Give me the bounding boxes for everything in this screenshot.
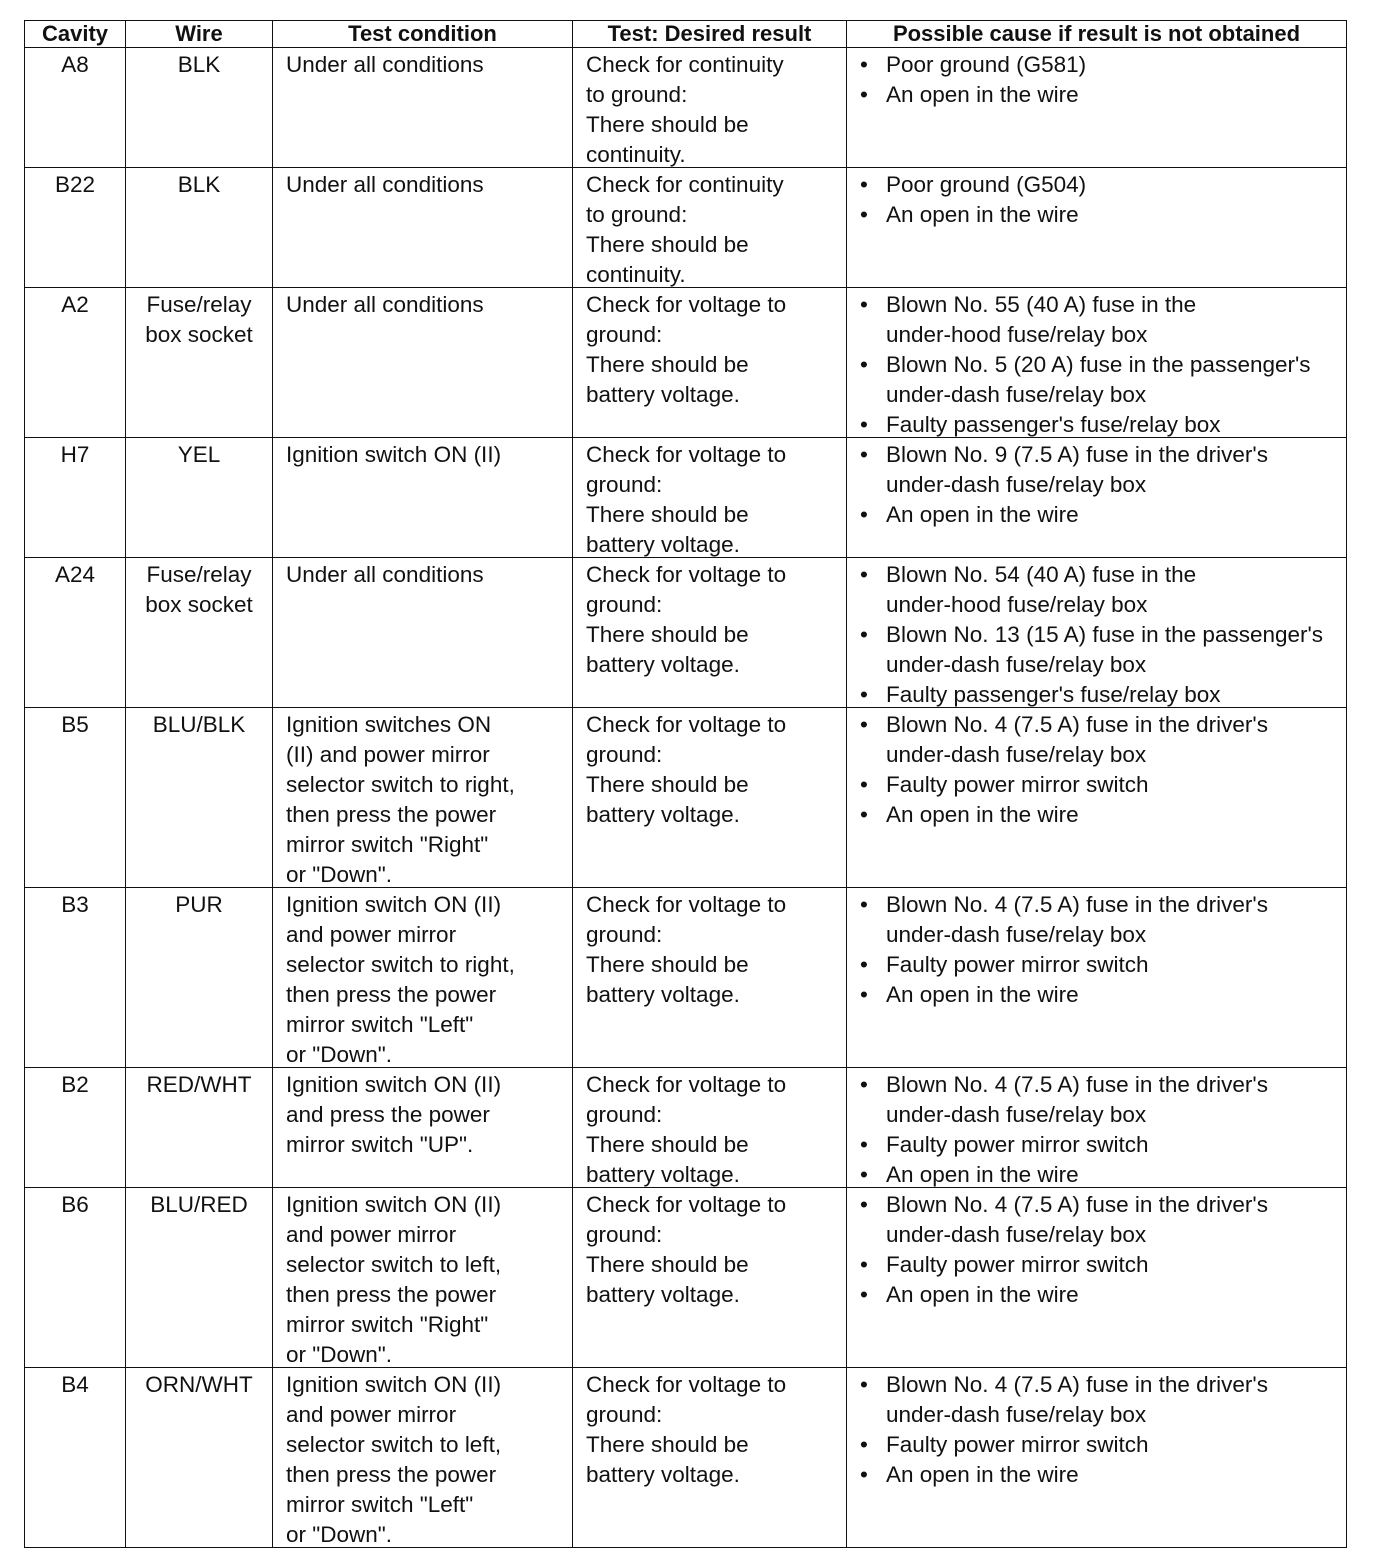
- text-line: There should be: [586, 352, 749, 377]
- text-line: There should be: [586, 502, 749, 527]
- text-line: Check for voltage to: [586, 562, 787, 587]
- text-line: Ignition switches ON: [286, 712, 492, 737]
- bullet-icon: •: [860, 1132, 868, 1157]
- header-cavity: Cavity: [25, 21, 126, 48]
- text-line: H7: [60, 442, 90, 467]
- table-row: [25, 558, 1347, 708]
- text-line: Ignition switch ON (II): [286, 442, 502, 467]
- text-line: A2: [61, 292, 89, 317]
- cavity-cell: [25, 48, 126, 168]
- desired-result-cell: [573, 1188, 847, 1368]
- text-line: B2: [61, 1072, 89, 1097]
- cavity-cell: [25, 708, 126, 888]
- possible-cause-cell: [847, 438, 1347, 558]
- text-line: BLU/RED: [150, 1192, 248, 1217]
- desired-result-cell: [573, 888, 847, 1068]
- text-line: ground:: [586, 472, 663, 497]
- cause-list-item: [860, 1190, 1338, 1250]
- text-line: Check for voltage to: [586, 1192, 787, 1217]
- troubleshooting-table: [24, 20, 1347, 1548]
- cavity-cell: [25, 1188, 126, 1368]
- test-condition-cell: [273, 438, 573, 558]
- text-line: Under all conditions: [286, 172, 484, 197]
- test-condition-cell: [273, 558, 573, 708]
- table-row: [25, 288, 1347, 438]
- text-line: Faulty power mirror switch: [886, 772, 1149, 797]
- cause-list-item: [860, 50, 1338, 80]
- cause-list-item: [860, 500, 1338, 530]
- desired-result-cell: [573, 1068, 847, 1188]
- wire-cell: [126, 438, 273, 558]
- possible-cause-cell: [847, 1368, 1347, 1548]
- text-line: selector switch to left,: [286, 1432, 502, 1457]
- text-line: Blown No. 13 (15 A) fuse in the passenger's: [886, 622, 1324, 647]
- desired-result-cell: [573, 438, 847, 558]
- bullet-icon: •: [860, 172, 868, 197]
- wire-cell: [126, 1368, 273, 1548]
- text-line: Check for voltage to: [586, 292, 787, 317]
- text-line: under-dash fuse/relay box: [886, 742, 1147, 767]
- text-line: battery voltage.: [586, 802, 740, 827]
- text-line: BLK: [177, 172, 221, 197]
- text-line: ground:: [586, 592, 663, 617]
- text-line: Fuse/relay: [146, 292, 252, 317]
- text-line: Blown No. 4 (7.5 A) fuse in the driver's: [886, 1372, 1268, 1397]
- cause-list-item: [860, 770, 1338, 800]
- text-line: to ground:: [586, 202, 688, 227]
- text-line: Blown No. 9 (7.5 A) fuse in the driver's: [886, 442, 1268, 467]
- test-condition-cell: [273, 168, 573, 288]
- text-line: Ignition switch ON (II): [286, 1372, 502, 1397]
- text-line: ground:: [586, 1222, 663, 1247]
- bullet-icon: •: [860, 1462, 868, 1487]
- text-line: mirror switch "UP".: [286, 1132, 474, 1157]
- text-line: battery voltage.: [586, 982, 740, 1007]
- bullet-icon: •: [860, 1372, 868, 1397]
- text-line: and power mirror: [286, 1222, 457, 1247]
- text-line: There should be: [586, 772, 749, 797]
- cause-list-item: [860, 620, 1338, 680]
- text-line: A24: [54, 562, 96, 587]
- wire-cell: [126, 168, 273, 288]
- bullet-icon: •: [860, 1282, 868, 1307]
- text-line: BLK: [177, 52, 221, 77]
- text-line: box socket: [145, 322, 253, 347]
- header-desired-result: Test: Desired result: [573, 21, 847, 48]
- header-row: [25, 21, 1347, 48]
- text-line: B3: [61, 892, 89, 917]
- cause-list-item: [860, 440, 1338, 500]
- wire-cell: [126, 48, 273, 168]
- text-line: An open in the wire: [886, 802, 1079, 827]
- test-condition-cell: [273, 48, 573, 168]
- text-line: then press the power: [286, 1462, 497, 1487]
- cause-list-item: [860, 980, 1338, 1010]
- table-row: [25, 48, 1347, 168]
- wire-cell: [126, 1068, 273, 1188]
- text-line: B5: [61, 712, 89, 737]
- text-line: box socket: [145, 592, 253, 617]
- text-line: mirror switch "Right": [286, 832, 489, 857]
- text-line: There should be: [586, 1132, 749, 1157]
- header-wire: Wire: [126, 21, 273, 48]
- text-line: Check for continuity: [586, 172, 784, 197]
- bullet-icon: •: [860, 352, 868, 377]
- text-line: Blown No. 5 (20 A) fuse in the passenger's: [886, 352, 1311, 377]
- text-line: selector switch to right,: [286, 952, 515, 977]
- text-line: Check for voltage to: [586, 442, 787, 467]
- text-line: (II) and power mirror: [286, 742, 490, 767]
- table-row: [25, 1188, 1347, 1368]
- bullet-icon: •: [860, 952, 868, 977]
- cavity-cell: [25, 288, 126, 438]
- desired-result-cell: [573, 168, 847, 288]
- possible-cause-cell: [847, 288, 1347, 438]
- text-line: An open in the wire: [886, 982, 1079, 1007]
- text-line: selector switch to right,: [286, 772, 515, 797]
- possible-cause-cell: [847, 558, 1347, 708]
- possible-cause-cell: [847, 168, 1347, 288]
- table-row: [25, 708, 1347, 888]
- table-row: [25, 1368, 1347, 1548]
- text-line: An open in the wire: [886, 502, 1079, 527]
- header-possible-cause: Possible cause if result is not obtained: [847, 21, 1347, 48]
- cause-list-item: [860, 200, 1338, 230]
- text-line: then press the power: [286, 982, 497, 1007]
- text-line: Ignition switch ON (II): [286, 1072, 502, 1097]
- text-line: YEL: [177, 442, 221, 467]
- bullet-icon: •: [860, 1432, 868, 1457]
- text-line: Blown No. 4 (7.5 A) fuse in the driver's: [886, 1072, 1268, 1097]
- possible-cause-cell: [847, 48, 1347, 168]
- header-test-condition: Test condition: [273, 21, 573, 48]
- text-line: ground:: [586, 922, 663, 947]
- bullet-icon: •: [860, 892, 868, 917]
- possible-cause-cell: [847, 708, 1347, 888]
- text-line: mirror switch "Right": [286, 1312, 489, 1337]
- cavity-cell: [25, 438, 126, 558]
- bullet-icon: •: [860, 982, 868, 1007]
- text-line: under-dash fuse/relay box: [886, 1402, 1147, 1427]
- text-line: Fuse/relay: [146, 562, 252, 587]
- text-line: under-dash fuse/relay box: [886, 472, 1147, 497]
- test-condition-cell: [273, 708, 573, 888]
- cause-list-item: [860, 1280, 1338, 1310]
- text-line: Blown No. 4 (7.5 A) fuse in the driver's: [886, 1192, 1268, 1217]
- cause-list-item: [860, 560, 1338, 620]
- cause-list-item: [860, 890, 1338, 950]
- text-line: under-dash fuse/relay box: [886, 652, 1147, 677]
- desired-result-cell: [573, 558, 847, 708]
- bullet-icon: •: [860, 1252, 868, 1277]
- text-line: B4: [61, 1372, 89, 1397]
- text-line: Check for voltage to: [586, 1072, 787, 1097]
- text-line: RED/WHT: [146, 1072, 252, 1097]
- text-line: battery voltage.: [586, 1162, 740, 1187]
- text-line: then press the power: [286, 802, 497, 827]
- text-line: An open in the wire: [886, 202, 1079, 227]
- cause-list-item: [860, 1130, 1338, 1160]
- desired-result-cell: [573, 708, 847, 888]
- wire-cell: [126, 888, 273, 1068]
- text-line: An open in the wire: [886, 1462, 1079, 1487]
- possible-cause-cell: [847, 1188, 1347, 1368]
- cause-list-item: [860, 950, 1338, 980]
- text-line: An open in the wire: [886, 1162, 1079, 1187]
- bullet-icon: •: [860, 562, 868, 587]
- cause-list-item: [860, 1370, 1338, 1430]
- text-line: under-dash fuse/relay box: [886, 922, 1147, 947]
- test-condition-cell: [273, 288, 573, 438]
- desired-result-cell: [573, 48, 847, 168]
- text-line: B6: [61, 1192, 89, 1217]
- text-line: ORN/WHT: [145, 1372, 253, 1397]
- text-line: PUR: [175, 892, 223, 917]
- cause-list-item: [860, 170, 1338, 200]
- wire-cell: [126, 558, 273, 708]
- text-line: A8: [61, 52, 89, 77]
- bullet-icon: •: [860, 1162, 868, 1187]
- text-line: Faulty power mirror switch: [886, 1132, 1149, 1157]
- cavity-cell: [25, 1368, 126, 1548]
- cause-list-item: [860, 1430, 1338, 1460]
- bullet-icon: •: [860, 712, 868, 737]
- text-line: under-hood fuse/relay box: [886, 322, 1148, 347]
- bullet-icon: •: [860, 412, 868, 437]
- bullet-icon: •: [860, 82, 868, 107]
- text-line: Blown No. 54 (40 A) fuse in the: [886, 562, 1197, 587]
- text-line: continuity.: [586, 262, 686, 287]
- text-line: An open in the wire: [886, 82, 1079, 107]
- text-line: or "Down".: [286, 1042, 393, 1067]
- wire-cell: [126, 708, 273, 888]
- text-line: Faulty passenger's fuse/relay box: [886, 412, 1221, 437]
- text-line: selector switch to left,: [286, 1252, 502, 1277]
- test-condition-cell: [273, 1188, 573, 1368]
- text-line: Faulty power mirror switch: [886, 1252, 1149, 1277]
- bullet-icon: •: [860, 772, 868, 797]
- text-line: ground:: [586, 1402, 663, 1427]
- cavity-cell: [25, 1068, 126, 1188]
- test-condition-cell: [273, 1068, 573, 1188]
- text-line: Poor ground (G504): [886, 172, 1087, 197]
- text-line: or "Down".: [286, 862, 393, 887]
- text-line: mirror switch "Left": [286, 1012, 474, 1037]
- text-line: or "Down".: [286, 1522, 393, 1547]
- text-line: mirror switch "Left": [286, 1492, 474, 1517]
- text-line: Check for voltage to: [586, 892, 787, 917]
- cause-list-item: [860, 1070, 1338, 1130]
- cause-list-item: [860, 1160, 1338, 1188]
- bullet-icon: •: [860, 802, 868, 827]
- text-line: battery voltage.: [586, 1282, 740, 1307]
- text-line: or "Down".: [286, 1342, 393, 1367]
- text-line: BLU/BLK: [152, 712, 246, 737]
- test-condition-cell: [273, 1368, 573, 1548]
- bullet-icon: •: [860, 292, 868, 317]
- text-line: Faulty power mirror switch: [886, 1432, 1149, 1457]
- bullet-icon: •: [860, 52, 868, 77]
- wire-cell: [126, 288, 273, 438]
- text-line: Poor ground (G581): [886, 52, 1087, 77]
- text-line: continuity.: [586, 142, 686, 167]
- cause-list-item: [860, 80, 1338, 110]
- text-line: ground:: [586, 742, 663, 767]
- bullet-icon: •: [860, 442, 868, 467]
- text-line: There should be: [586, 112, 749, 137]
- bullet-icon: •: [860, 622, 868, 647]
- text-line: under-hood fuse/relay box: [886, 592, 1148, 617]
- text-line: There should be: [586, 622, 749, 647]
- bullet-icon: •: [860, 682, 868, 707]
- text-line: There should be: [586, 232, 749, 257]
- text-line: ground:: [586, 1102, 663, 1127]
- text-line: ground:: [586, 322, 663, 347]
- text-line: Ignition switch ON (II): [286, 1192, 502, 1217]
- text-line: There should be: [586, 1252, 749, 1277]
- cavity-cell: [25, 888, 126, 1068]
- text-line: to ground:: [586, 82, 688, 107]
- text-line: Faulty passenger's fuse/relay box: [886, 682, 1221, 707]
- cavity-cell: [25, 168, 126, 288]
- text-line: Under all conditions: [286, 292, 484, 317]
- cause-list-item: [860, 800, 1338, 830]
- text-line: An open in the wire: [886, 1282, 1079, 1307]
- text-line: There should be: [586, 952, 749, 977]
- text-line: battery voltage.: [586, 1462, 740, 1487]
- test-condition-cell: [273, 888, 573, 1068]
- cavity-cell: [25, 558, 126, 708]
- text-line: battery voltage.: [586, 382, 740, 407]
- text-line: battery voltage.: [586, 532, 740, 557]
- possible-cause-cell: [847, 888, 1347, 1068]
- cause-list-item: [860, 1460, 1338, 1490]
- table-row: [25, 1068, 1347, 1188]
- bullet-icon: •: [860, 1072, 868, 1097]
- text-line: under-dash fuse/relay box: [886, 1102, 1147, 1127]
- text-line: Under all conditions: [286, 52, 484, 77]
- desired-result-cell: [573, 288, 847, 438]
- bullet-icon: •: [860, 1192, 868, 1217]
- text-line: under-dash fuse/relay box: [886, 1222, 1147, 1247]
- cause-list-item: [860, 350, 1338, 410]
- text-line: Check for voltage to: [586, 1372, 787, 1397]
- text-line: Under all conditions: [286, 562, 484, 587]
- bullet-icon: •: [860, 502, 868, 527]
- text-line: Blown No. 4 (7.5 A) fuse in the driver's: [886, 892, 1268, 917]
- text-line: Faulty power mirror switch: [886, 952, 1149, 977]
- text-line: and press the power: [286, 1102, 490, 1127]
- cause-list-item: [860, 680, 1338, 708]
- bullet-icon: •: [860, 202, 868, 227]
- cause-list-item: [860, 710, 1338, 770]
- text-line: under-dash fuse/relay box: [886, 382, 1147, 407]
- table-row: [25, 168, 1347, 288]
- cause-list-item: [860, 290, 1338, 350]
- text-line: There should be: [586, 1432, 749, 1457]
- desired-result-cell: [573, 1368, 847, 1548]
- text-line: Ignition switch ON (II): [286, 892, 502, 917]
- text-line: Check for voltage to: [586, 712, 787, 737]
- text-line: Blown No. 4 (7.5 A) fuse in the driver's: [886, 712, 1268, 737]
- possible-cause-cell: [847, 1068, 1347, 1188]
- text-line: B22: [54, 172, 96, 197]
- table-row: [25, 438, 1347, 558]
- table-row: [25, 888, 1347, 1068]
- cause-list-item: [860, 410, 1338, 438]
- text-line: then press the power: [286, 1282, 497, 1307]
- text-line: and power mirror: [286, 1402, 457, 1427]
- text-line: Check for continuity: [586, 52, 784, 77]
- text-line: and power mirror: [286, 922, 457, 947]
- text-line: battery voltage.: [586, 652, 740, 677]
- text-line: Blown No. 55 (40 A) fuse in the: [886, 292, 1197, 317]
- wire-cell: [126, 1188, 273, 1368]
- cause-list-item: [860, 1250, 1338, 1280]
